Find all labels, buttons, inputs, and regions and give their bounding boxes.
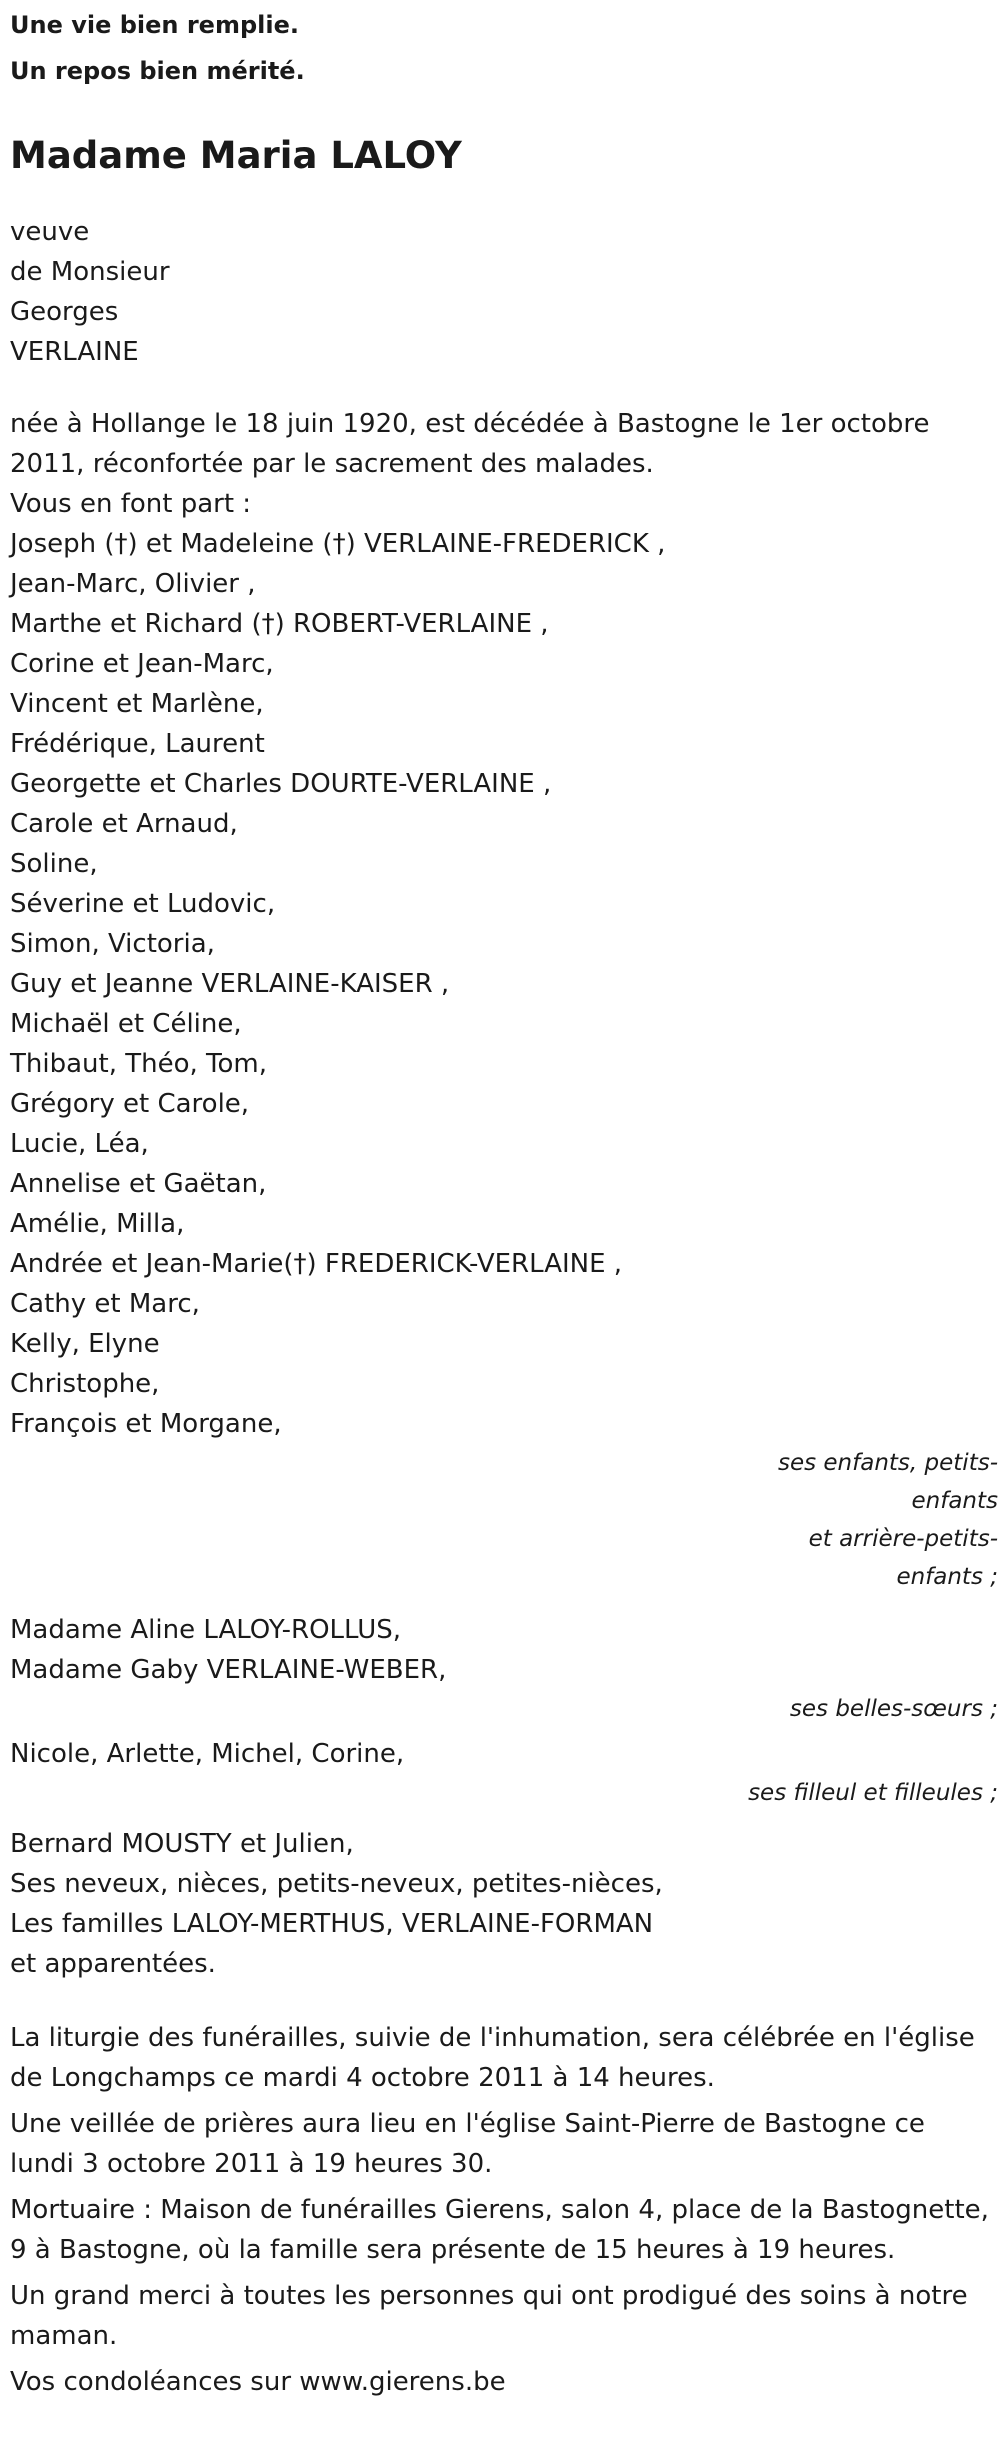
great-grandchildren-label (10, 1520, 998, 1596)
list-item: Michaël et Céline, (10, 1009, 242, 1039)
list-item: Thibaut, Théo, Tom, (10, 1049, 267, 1079)
godchildren-label-text: ses filleul et filleules ; (748, 1780, 998, 1806)
condolences-text: Vos condoléances sur www.gierens.be (10, 2367, 506, 2397)
obituary-notice (10, 0, 998, 2402)
announcers-intro: Vous en font part : (10, 489, 252, 519)
children-label (10, 1444, 998, 1520)
children-label-text: ses enfants, petits-enfants (777, 1450, 998, 1514)
thanks-text: Un grand merci à toutes les personnes qui ont prodigué des soins à notre maman. (10, 2281, 968, 2351)
vigil-text: Une veillée de prières aura lieu en l'église Saint-Pierre de Bastogne ce lundi 3 octobre 2011 à 19 heures 30. (10, 2109, 925, 2179)
spouse-line: VERLAINE (10, 337, 139, 367)
spouse-line: de Monsieur (10, 257, 170, 287)
list-item: Ses neveux, nièces, petits-neveux, petites-nièces, (10, 1869, 663, 1899)
list-item: Guy et Jeanne VERLAINE-KAISER , (10, 969, 450, 999)
funeral-text: La liturgie des funérailles, suivie de l'inhumation, sera célébrée en l'église de Longchamps ce mardi 4 octobre 2011 à 14 heures. (10, 2023, 975, 2093)
spouse-line: Georges (10, 297, 119, 327)
list-item: Annelise et Gaëtan, (10, 1169, 267, 1199)
list-item: Cathy et Marc, (10, 1289, 200, 1319)
list-item: Carole et Arnaud, (10, 809, 238, 839)
list-item: Bernard MOUSTY et Julien, (10, 1829, 354, 1859)
list-item: Georgette et Charles DOURTE-VERLAINE , (10, 769, 552, 799)
list-item: Les familles LALOY-MERTHUS, VERLAINE-FORMAN (10, 1909, 654, 1939)
list-item: François et Morgane, (10, 1409, 282, 1439)
motto-line-2: Un repos bien mérité. (10, 57, 305, 85)
spouse-block (10, 178, 990, 372)
list-item: Madame Gaby VERLAINE-WEBER, (10, 1655, 447, 1685)
list-item: Kelly, Elyne (10, 1329, 160, 1359)
sisters-in-law-label-text: ses belles-sœurs ; (789, 1696, 998, 1722)
mortuary-text: Mortuaire : Maison de funérailles Gierens, salon 4, place de la Bastognette, 9 à Bastogne, où la famille sera présente de 15 heures à 19 heures. (10, 2195, 989, 2265)
sisters-in-law-block (10, 1596, 990, 1690)
spouse-line: veuve (10, 217, 90, 247)
list-item: Vincent et Marlène, (10, 689, 264, 719)
children-list (10, 524, 990, 1444)
list-item: Amélie, Milla, (10, 1209, 185, 1239)
list-item: Corine et Jean-Marc, (10, 649, 274, 679)
godchildren-names: Nicole, Arlette, Michel, Corine, (10, 1739, 405, 1769)
list-item: Soline, (10, 849, 98, 879)
godchildren-label (10, 1774, 998, 1812)
sisters-in-law-label (10, 1690, 998, 1728)
list-item: Jean-Marc, Olivier , (10, 569, 256, 599)
list-item: Lucie, Léa, (10, 1129, 149, 1159)
list-item: Séverine et Ludovic, (10, 889, 276, 919)
list-item: Andrée et Jean-Marie(†) FREDERICK-VERLAINE , (10, 1249, 623, 1279)
list-item: Marthe et Richard (†) ROBERT-VERLAINE , (10, 609, 549, 639)
others-block (10, 1812, 990, 1984)
list-item: Grégory et Carole, (10, 1089, 250, 1119)
motto-line-1: Une vie bien remplie. (10, 11, 299, 39)
deceased-name: Madame Maria LALOY (10, 134, 462, 177)
list-item: Frédérique, Laurent (10, 729, 265, 759)
list-item: Christophe, (10, 1369, 160, 1399)
list-item: Joseph (†) et Madeleine (†) VERLAINE-FREDERICK , (10, 529, 666, 559)
list-item: Simon, Victoria, (10, 929, 215, 959)
birth-death-text: née à Hollange le 18 juin 1920, est décédée à Bastogne le 1er octobre 2011, réconfortée par le sacrement des malades. (10, 409, 930, 479)
list-item: Madame Aline LALOY-ROLLUS, (10, 1615, 402, 1645)
great-grandchildren-label-text: et arrière-petits-enfants ; (808, 1526, 998, 1590)
list-item: et apparentées. (10, 1949, 216, 1979)
